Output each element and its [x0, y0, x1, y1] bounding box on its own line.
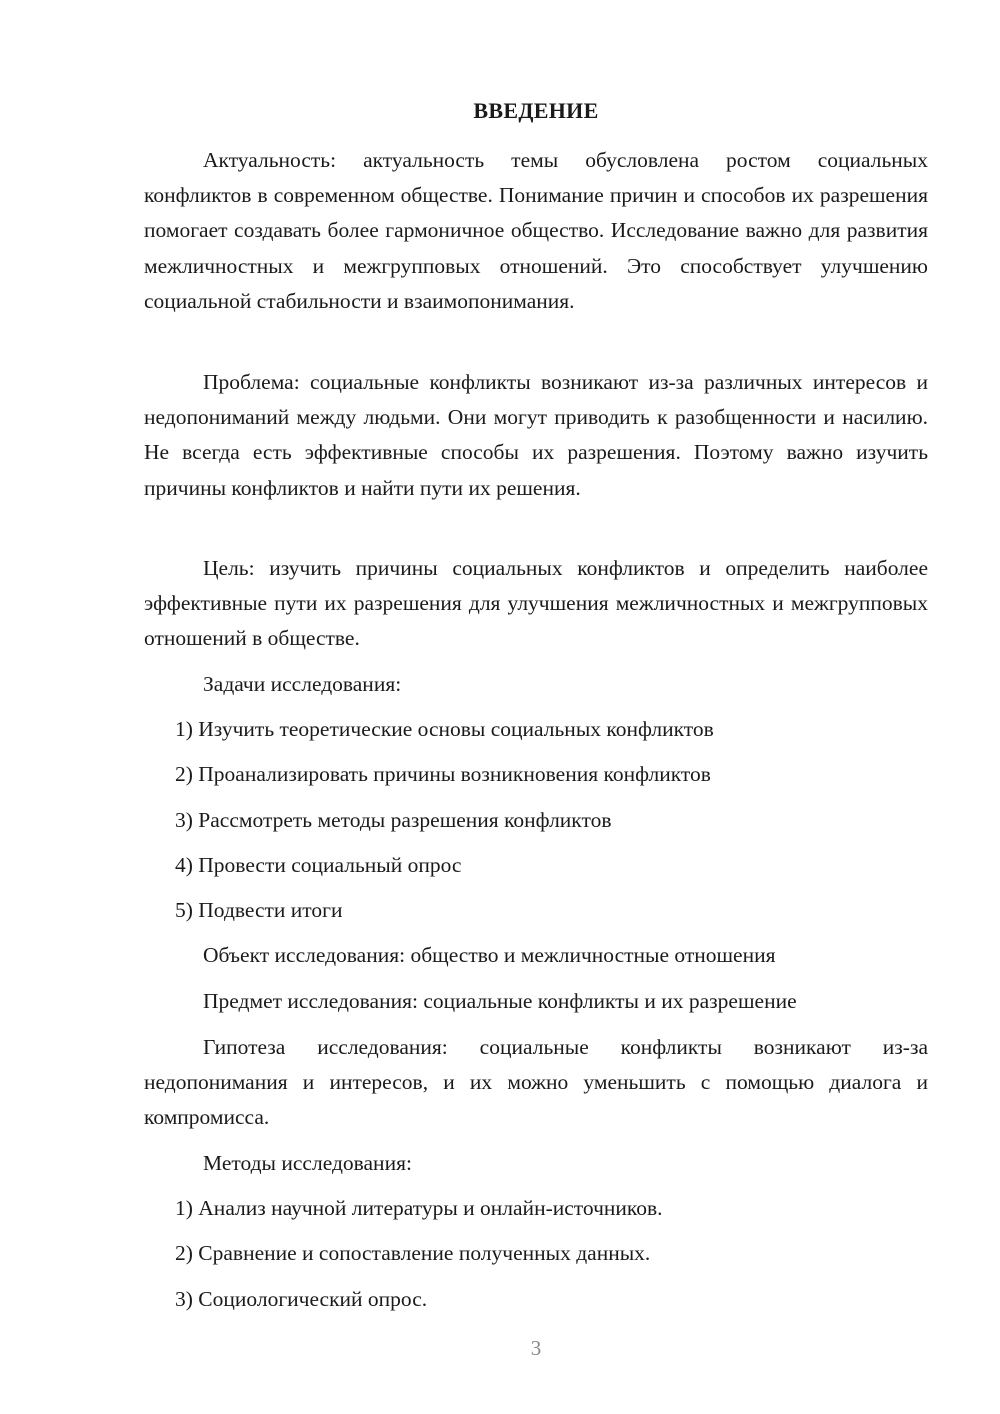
methods-heading: Методы исследования:	[203, 1151, 412, 1175]
list-item: 1) Изучить теоретические основы социальных конфликтов	[175, 717, 714, 741]
goal-paragraph: Цель: изучить причины социальных конфликтов и определить наиболее эффективные пути их разрешения для улучшения межличностных и межгрупповых отношений в обществе.	[144, 556, 928, 651]
hypothesis-paragraph: Гипотеза исследования: социальные конфликты возникают из-за недопонимания и интересов, и их можно уменьшить с помощью диалога и компромисса.	[144, 1035, 928, 1130]
page-number: 3	[530, 1336, 542, 1360]
list-item: 5) Подвести итоги	[175, 898, 343, 922]
list-item: 1) Анализ научной литературы и онлайн-источников.	[175, 1196, 663, 1220]
list-item: 4) Провести социальный опрос	[175, 853, 462, 877]
page-title: ВВЕДЕНИЕ	[473, 98, 599, 123]
object-statement: Объект исследования: общество и межличностные отношения	[203, 943, 776, 967]
relevance-paragraph: Актуальность: актуальность темы обусловлена ростом социальных конфликтов в современном обществе. Понимание причин и способов их разрешения помогает создавать более гармоничное общество. Исследование важно для развития межличностных и межгрупповых отношений. Это способствует улучшению социальной стабильности и взаимопонимания.	[144, 148, 928, 313]
list-item: 3) Рассмотреть методы разрешения конфликтов	[175, 808, 612, 832]
list-item: 3) Социологический опрос.	[175, 1287, 428, 1311]
problem-paragraph: Проблема: социальные конфликты возникают из-за различных интересов и недопониманий между людьми. Они могут приводить к разобщенности и насилию. Не всегда есть эффективные способы их разрешения. Поэтому важно изучить причины конфликтов и найти пути их решения.	[144, 370, 928, 500]
subject-statement: Предмет исследования: социальные конфликты и их разрешение	[203, 989, 797, 1013]
tasks-heading: Задачи исследования:	[203, 672, 402, 696]
list-item: 2) Сравнение и сопоставление полученных данных.	[175, 1241, 651, 1265]
list-item: 2) Проанализировать причины возникновения конфликтов	[175, 762, 711, 786]
